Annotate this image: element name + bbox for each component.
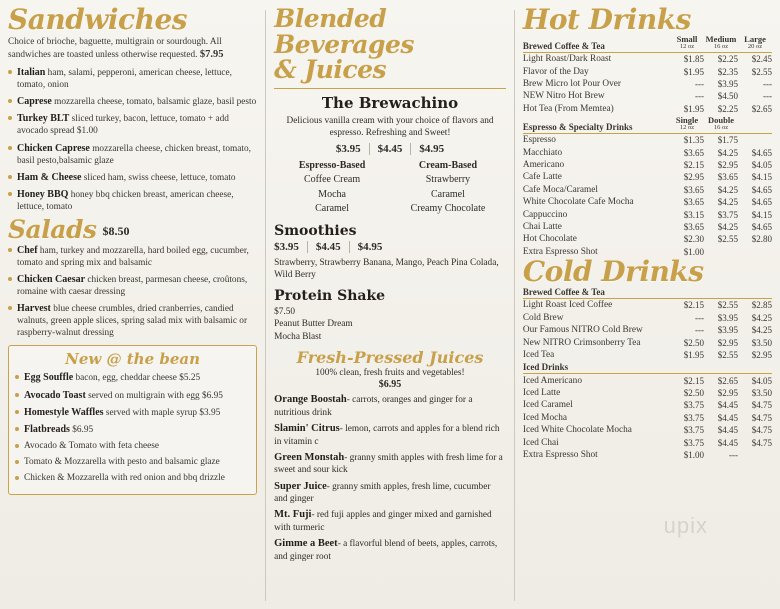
drink-name: Our Famous NITRO Cold Brew [522,325,643,336]
price: $4.45 [717,412,739,423]
sandwiches-title: Sandwiches [8,3,188,36]
price: $4.15 [751,209,773,220]
cold-coffee-category: Brewed Coffee & Tea [523,286,670,299]
brewachino-title: The Brewachino [321,93,459,112]
list-item [8,112,257,137]
price [738,245,772,257]
price: --- [695,79,705,90]
juices-title: Fresh-Pressed Juices [296,348,484,368]
drink-name: Cafe Moca/Caramel [522,184,598,195]
price: $4.95 [357,240,383,253]
protein-shake-flavor: Mocha Blast [274,331,322,342]
price: $2.35 [717,66,739,77]
price: $2.50 [683,337,705,348]
price: $2.55 [717,234,739,245]
list-item [8,244,257,269]
price: $3.50 [751,337,773,348]
item-name: Chicken Caesar [17,274,86,286]
column-beverages [274,6,506,605]
size-small: Small 12 oz [676,34,698,51]
flavor: Caramel [431,188,465,200]
price: $4.25 [751,325,773,336]
size-header-blank [670,361,704,374]
brewed-coffee-table [523,34,772,115]
price: $2.65 [751,103,773,114]
list-item [15,423,250,436]
table-row [523,361,772,374]
size-header [704,115,738,134]
watermark: upix [663,513,708,538]
juices-subtitle: 100% clean, fresh fruits and vegetables! [315,368,465,379]
price: $2.45 [751,54,773,65]
list-item [274,451,506,477]
size-header-blank [704,286,738,299]
size-single: Single 12 oz [675,115,699,132]
cream-based-head: Cream-Based [418,159,478,171]
drink-name: Hot Tea (From Memtea) [522,103,614,114]
item-desc: - granny smith apples, fresh lime, cucumber and ginger [274,481,491,505]
price: $1.00 [683,449,705,460]
list-item [8,95,257,108]
price: $4.75 [751,425,773,436]
table-row [523,449,772,461]
price: --- [729,449,739,460]
drink-name: Light Roast/Dark Roast [522,54,612,65]
cold-coffee-table [523,286,772,361]
new-at-the-bean-box [8,345,257,495]
price: $1.95 [683,103,705,114]
price: $2.65 [717,375,739,386]
price: $2.55 [751,66,773,77]
list-item [8,273,257,298]
price: $2.95 [717,388,739,399]
table-row [523,233,772,245]
item-name: Egg Souffle [24,372,74,384]
size-header [670,34,704,53]
table-row [523,171,772,183]
salads-list [8,244,257,340]
size-double: Double 16 oz [708,115,734,132]
table-row [523,103,772,115]
item-name: Flatbreads [24,423,70,435]
list-item [274,537,506,563]
price: $3.95 [328,143,370,155]
price: $4.45 [308,241,350,253]
drink-name: Iced Chai [522,437,559,448]
drink-name: Iced White Chocolate Mocha [522,425,632,436]
price: $2.15 [683,300,705,311]
price: $3.75 [683,412,705,423]
price: --- [695,312,705,323]
list-item [274,393,506,419]
item-name: Chef [17,244,38,256]
table-row [523,374,772,387]
item-desc: served with maple syrup $3.95 [103,407,221,418]
list-item [15,456,250,468]
price: $1.00 [683,246,705,257]
price: $3.65 [683,147,705,158]
price: $3.75 [683,425,705,436]
list-item [15,389,250,402]
divider [265,10,266,601]
item-desc: ham, salami, pepperoni, american cheese, lettuce, tomato, onion [17,68,232,91]
table-row [523,336,772,348]
cream-based-column [390,159,506,217]
item-desc: - a flavorful blend of beets, apples, carrots, and ginger root [274,538,498,562]
price: $3.65 [683,221,705,232]
table-row [523,53,772,66]
size-header [670,115,704,134]
price: $2.55 [717,300,739,311]
drink-name: Flavor of the Day [522,66,589,77]
price: $4.65 [751,197,773,208]
juices-price: $6.95 [378,379,402,391]
price: $3.75 [683,400,705,411]
price: --- [763,79,773,90]
price [738,134,772,147]
flavor: Mocha [318,188,346,200]
brewachino-prices [274,143,506,155]
sandwiches-intro-text: Choice of brioche, baguette, multigrain or sourdough. All sandwiches are toasted unless otherwise requested. [8,37,222,61]
juices-list [274,393,506,562]
item-desc: Chicken & Mozzarella with red onion and bbq drizzle [24,472,225,483]
price: $4.75 [751,437,773,448]
price: $3.95 [274,241,308,253]
brewachino-desc: Delicious vanilla cream with your choice of flavors and espresso. Refreshing and Sweet! [286,115,494,138]
drink-name: Light Roast Iced Coffee [522,300,613,311]
list-item [8,171,257,184]
list-item [15,406,250,419]
list-item [274,508,506,534]
price: $4.25 [751,312,773,323]
price: $4.65 [751,184,773,195]
price: $1.95 [683,66,705,77]
flavor: Creamy Chocolate [410,203,486,215]
table-row [523,208,772,220]
price: $4.25 [717,221,739,232]
size-header [738,34,772,53]
brewed-category: Brewed Coffee & Tea [523,34,670,53]
size-header [704,34,738,53]
item-name: Italian [17,67,46,79]
table-row [523,221,772,233]
iced-category: Iced Drinks [523,361,670,374]
price: $4.15 [751,172,773,183]
beverages-title-line1: Blended Beverages [274,4,414,59]
new-items-list [15,371,250,484]
drink-name: Americano [522,160,565,171]
price: $4.65 [751,147,773,158]
price: $3.65 [717,172,739,183]
price: $4.25 [717,197,739,208]
price: $4.45 [717,400,739,411]
price: $4.05 [751,375,773,386]
item-name: Super Juice [274,480,327,492]
column-drinks [522,3,773,605]
size-header-blank [704,361,738,374]
item-desc: - carrots, oranges and ginger for a nutritious drink [274,395,473,419]
drink-name: White Chocolate Cafe Mocha [522,197,634,208]
price: $2.95 [751,349,773,360]
item-name: Honey BBQ [17,188,69,200]
price: $1.95 [683,349,705,360]
drink-name: Hot Chocolate [522,234,577,245]
item-name: Ham & Cheese [17,171,82,183]
protein-shake-flavor: Peanut Butter Dream [274,319,353,330]
price: $4.25 [717,147,739,158]
price: $4.75 [751,412,773,423]
flavor: Coffee Cream [303,174,361,186]
item-desc: ham, turkey and mozzarella, hard boiled egg, cucumber, tomato and spring mix and balsamic [17,245,249,268]
rule [274,88,506,89]
price: $2.95 [683,172,705,183]
item-name: Harvest [17,303,51,315]
drink-name: Cafe Latte [522,172,562,183]
drink-name: Extra Espresso Shot [522,449,598,460]
size-header-blank [738,115,772,134]
price: $4.95 [419,142,445,155]
smoothies-flavors: Strawberry, Strawberry Banana, Mango, Peach Pina Colada, Wild Berry [274,257,499,281]
table-row [523,387,772,399]
item-desc: blue cheese crumbles, dried cranberries, candied walnuts, green apple slices, spring salad mix with balsamic or raspberry-walnut dressing [17,304,248,339]
table-row [523,399,772,411]
item-name: Gimme a Beet [274,537,338,549]
price: $4.25 [717,184,739,195]
price: $1.75 [717,135,739,146]
size-header-blank [738,286,772,299]
price: --- [695,325,705,336]
item-name: Orange Boostah [274,394,347,406]
table-row [523,115,772,134]
item-desc: $6.95 [69,424,94,435]
item-name: Avocado Toast [24,389,86,401]
price: $3.75 [717,209,739,220]
price: $2.55 [717,349,739,360]
size-medium: Medium 16 oz [705,34,737,51]
item-desc: Avocado & Tomato with feta cheese [24,440,160,451]
price: $1.85 [683,54,705,65]
item-name: Homestyle Waffles [24,406,104,418]
new-at-the-bean-header: New @ the bean [65,350,201,369]
cold-drinks-title: Cold Drinks [522,254,704,288]
list-item [15,440,250,452]
item-desc: bacon, egg, cheddar cheese $5.25 [73,373,201,384]
drink-name: Brew Micro lot Pour Over [522,79,621,90]
price: $2.30 [683,234,705,245]
drink-name: Chai Latte [522,221,562,232]
iced-drinks-table [523,361,772,461]
table-row [523,78,772,90]
hot-drinks-title: Hot Drinks [522,3,691,36]
price: $3.95 [717,79,739,90]
item-desc: - granny smith apples with fresh lime for a sweet and sour kick [274,452,503,476]
protein-shake-price: $7.50 [274,306,296,317]
item-desc: chicken breast, parmesan cheese, croûtons, romaine with caesar dressing [17,275,248,298]
price: $4.45 [370,143,412,155]
espresso-specialty-table [523,115,772,258]
price: $2.85 [751,300,773,311]
item-name: Caprese [17,96,52,108]
item-desc: - red fuji apples and ginger mixed and garnished with turmeric [274,510,492,533]
size-large: Large 20 oz [744,34,766,51]
list-item [274,422,506,448]
table-row [523,424,772,436]
protein-shake-head: Protein Shake [274,287,386,304]
drink-name: Iced Americano [522,375,582,386]
table-row [523,436,772,448]
price [704,245,738,257]
drink-name: Cappuccino [522,209,568,220]
list-item [8,66,257,91]
item-desc: mozzarella cheese, tomato, balsamic glaze, basil pesto [51,97,257,108]
list-item [8,188,257,213]
price: $2.95 [717,337,739,348]
table-row [523,134,772,147]
item-desc: - lemon, carrots and apples for a blend rich in vitamin c [274,424,500,447]
price: $1.35 [683,135,705,146]
sandwiches-price: $7.95 [199,49,224,61]
item-desc: sliced turkey, bacon, lettuce, tomato + add avocado spread $1.00 [17,114,229,137]
item-desc: mozzarella cheese, chicken breast, tomato, basil pesto,balsamic glaze [17,143,251,166]
brewachino-flavor-columns [274,159,506,217]
espresso-category: Espresso & Specialty Drinks [523,115,670,134]
table-row [523,159,772,171]
item-name: Mt. Fuji [274,509,312,521]
table-row [523,324,772,336]
drink-name: NEW Nitro Hot Brew [522,91,605,102]
flavor: Caramel [315,203,349,215]
price: $2.80 [751,234,773,245]
beverages-title-line2: & Juices [274,55,387,84]
price: $2.15 [683,160,705,171]
drink-name: Espresso [522,135,556,146]
price: $2.95 [717,160,739,171]
table-row [523,312,772,324]
size-header-blank [738,361,772,374]
drink-name: Cold Brew [522,312,564,323]
column-sandwiches-salads [8,3,257,605]
flavor: Strawberry [425,174,471,186]
item-name: Chicken Caprese [17,142,90,154]
price: $4.05 [751,160,773,171]
price: $3.95 [717,312,739,323]
drink-name: Iced Latte [522,388,561,399]
smoothies-head: Smoothies [274,222,357,239]
list-item [15,371,250,384]
item-desc: honey bbq chicken breast, american cheese, lettuce, tomato [17,189,234,212]
list-item [15,472,250,484]
list-item [8,302,257,339]
price: $2.25 [717,103,739,114]
table-row [523,184,772,196]
smoothies-prices [274,241,506,253]
table-row [523,65,772,77]
item-desc: served on multigrain with egg $6.95 [85,390,223,401]
price: $4.50 [717,91,739,102]
item-name: Slamin' Citrus [274,423,340,435]
table-row [523,90,772,102]
table-row [523,196,772,208]
table-row [523,146,772,158]
drink-name: Iced Mocha [522,412,567,423]
price: $3.75 [683,437,705,448]
sandwiches-intro [8,36,257,62]
salads-header [8,214,257,244]
salads-price: $8.50 [102,223,130,238]
drink-name: Iced Caramel [522,400,573,411]
price: $3.95 [717,325,739,336]
list-item [8,142,257,167]
table-row [523,412,772,424]
drink-name: Macchiato [522,147,563,158]
table-row [523,349,772,361]
espresso-based-column [274,159,390,217]
price: $3.65 [683,184,705,195]
drink-name: Extra Espresso Shot [522,246,598,257]
drink-name: Iced Tea [522,349,555,360]
price [738,449,772,461]
price: $4.65 [751,221,773,232]
price: --- [763,91,773,102]
price: $2.15 [683,375,705,386]
item-desc: sliced ham, swiss cheese, lettuce, tomato [81,172,236,183]
price: --- [695,91,705,102]
price: $2.25 [717,54,739,65]
sandwiches-list [8,66,257,213]
list-item [274,480,506,506]
espresso-based-head: Espresso-Based [298,159,366,171]
price: $4.75 [751,400,773,411]
item-name: Turkey BLT [17,113,70,125]
salads-title: Salads [8,214,97,244]
item-desc: Tomato & Mozzarella with pesto and balsamic glaze [24,456,220,467]
price: $4.45 [717,425,739,436]
price: $3.50 [751,388,773,399]
table-row [523,34,772,53]
item-name: Green Monstah [274,451,345,463]
drink-name: New NITRO Crimsonberry Tea [522,337,641,348]
price: $3.65 [683,197,705,208]
price: $2.50 [683,388,705,399]
table-row [523,299,772,312]
price: $3.15 [683,209,705,220]
divider [514,10,515,601]
price: $4.45 [717,437,739,448]
